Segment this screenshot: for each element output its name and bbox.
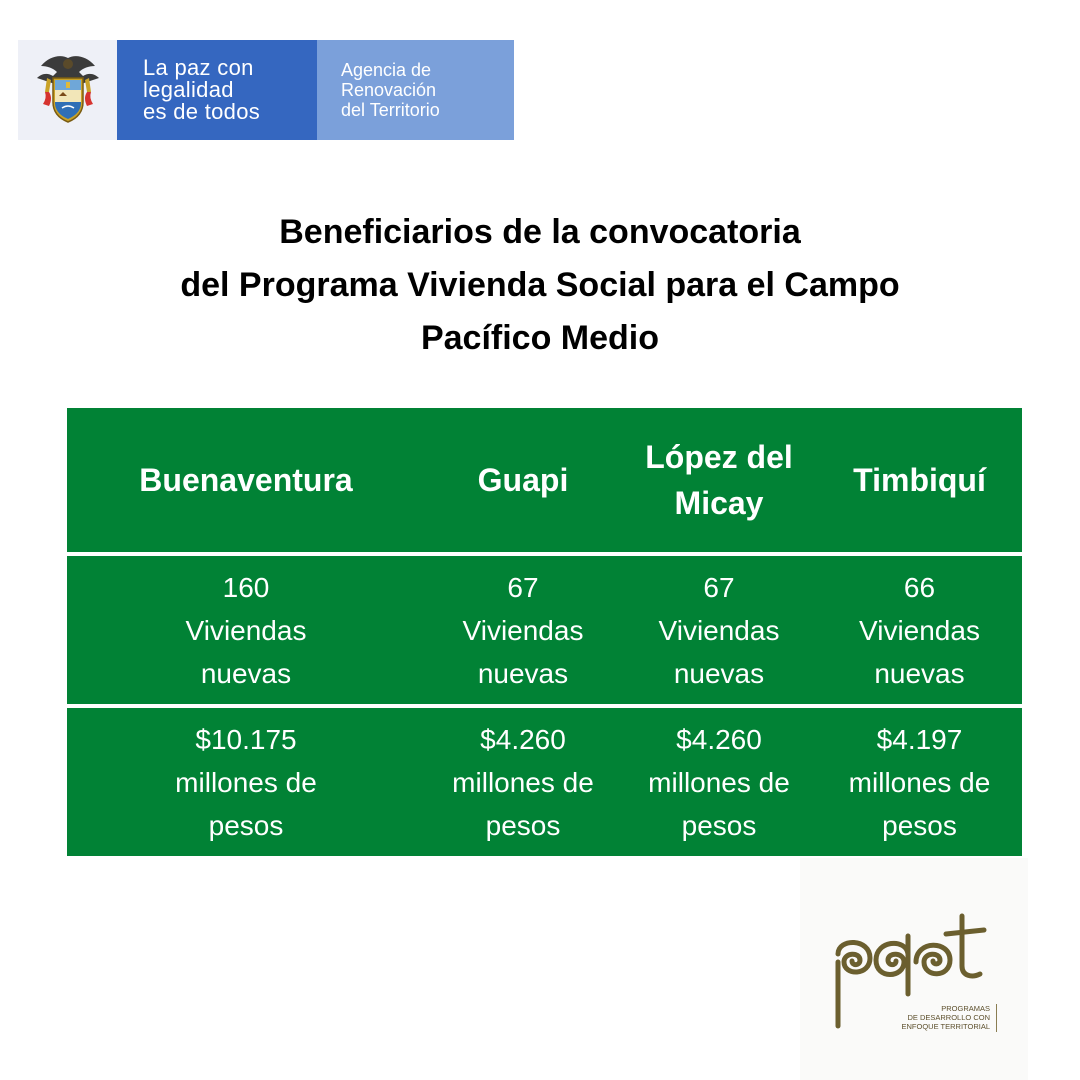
page-title [0, 206, 1080, 365]
title-line-2: del Programa Vivienda Social para el Campo [180, 266, 900, 304]
table-header-row [67, 408, 1022, 552]
column-header [67, 408, 425, 552]
table-row [67, 556, 1022, 704]
table-cell [621, 708, 817, 856]
cell-text: $4.197 millones de pesos [848, 723, 991, 841]
agency-name-box [317, 40, 514, 140]
column-header [621, 408, 817, 552]
pdet-logo [800, 858, 1028, 1080]
pdet-caption: PROGRAMAS DE DESARROLLO CON ENFOQUE TERRITORIAL [901, 1004, 990, 1031]
column-header-label: Timbiquí [853, 462, 986, 498]
government-slogan: La paz con legalidad es de todos [143, 55, 261, 124]
column-header-label: Guapi [477, 462, 569, 498]
cell-text: $4.260 millones de pesos [648, 723, 790, 841]
column-header [425, 408, 621, 552]
table-cell [817, 556, 1022, 704]
cell-text: 67 Viviendas nuevas [658, 571, 780, 689]
header-banner [18, 40, 514, 140]
column-header-label: López del Micay [645, 439, 793, 521]
table-row [67, 708, 1022, 856]
table-cell [425, 556, 621, 704]
beneficiaries-table [67, 408, 1022, 856]
pdet-divider [996, 1004, 997, 1032]
table-cell [817, 708, 1022, 856]
cell-text: $4.260 millones de pesos [452, 723, 594, 841]
table-cell [67, 556, 425, 704]
coat-of-arms-icon [33, 52, 103, 128]
colombia-crest-logo [18, 40, 117, 140]
cell-text: $10.175 millones de pesos [175, 723, 317, 841]
cell-text: 66 Viviendas nuevas [859, 571, 980, 689]
title-line-3: Pacífico Medio [420, 319, 660, 357]
column-header-label: Buenaventura [139, 462, 353, 498]
agency-name: Agencia de Renovación del Territorio [341, 60, 440, 120]
cell-text: 160 Viviendas nuevas [185, 571, 307, 689]
table-cell [67, 708, 425, 856]
cell-text: 67 Viviendas nuevas [462, 571, 584, 689]
table-cell [425, 708, 621, 856]
table-cell [621, 556, 817, 704]
column-header [817, 408, 1022, 552]
government-slogan-box [117, 40, 317, 140]
title-line-1: Beneficiarios de la convocatoria [279, 213, 801, 251]
